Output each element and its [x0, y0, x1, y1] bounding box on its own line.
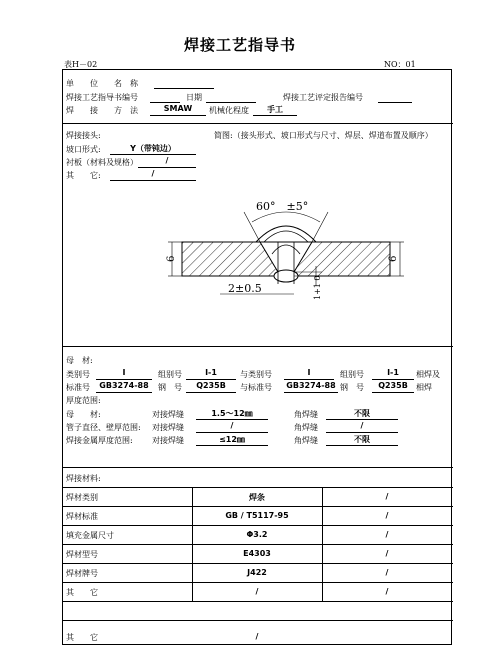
with-standard-value: GB3274-88	[284, 381, 338, 393]
filler-row-value-2: /	[385, 568, 389, 577]
butt-weld-value: 1.5～12㎜	[196, 408, 268, 420]
with-group-label: 组别号	[340, 370, 364, 379]
gap-label: 2±0.5	[228, 282, 262, 295]
divider	[62, 582, 453, 583]
right-plate	[294, 242, 390, 276]
divider	[62, 506, 453, 507]
date-label: 日期	[186, 93, 202, 102]
divider	[62, 467, 453, 468]
filler-row-label: 焊材标准	[66, 512, 98, 521]
fillet-weld-value: 不限	[326, 434, 398, 446]
pqr-number-label: 焊接工艺评定报告编号	[283, 93, 363, 102]
with-group-value: Ⅰ-1	[372, 368, 414, 380]
filler-row-value-2: /	[385, 530, 389, 539]
divider	[62, 525, 453, 526]
category-label: 类别号	[66, 370, 90, 379]
filler-row-value-2: /	[385, 549, 389, 558]
groove-form-value: Y（带钝边）	[110, 143, 196, 155]
filler-row-value: /	[255, 587, 259, 596]
unit-label: 单 位 名 称	[66, 79, 138, 88]
group-label: 组别号	[158, 370, 182, 379]
filler-row-label: 焊材牌号	[66, 569, 98, 578]
divider	[62, 487, 453, 488]
filler-row-value: J422	[247, 568, 267, 577]
pipe-range-label: 管子直径、壁厚范围:	[66, 423, 141, 432]
filler-row-value: E4303	[243, 549, 271, 558]
backing-value: /	[138, 156, 196, 168]
weld-cap	[256, 226, 316, 242]
left-plate	[182, 242, 278, 276]
divider	[62, 563, 453, 564]
filler-row-value: 焊条	[249, 493, 265, 502]
fillet-weld-label: 角焊缝	[294, 410, 318, 419]
steel-grade-value: Q235B	[186, 381, 236, 393]
weld-metal-range-label: 焊接金属厚度范围:	[66, 436, 133, 445]
mechanization-label: 机械化程度	[209, 106, 249, 115]
other-row-label: 其 它	[66, 633, 98, 642]
form-number: 表H－02	[64, 60, 98, 69]
wps-number-field	[150, 92, 180, 103]
with-category-label: 与类别号	[240, 370, 272, 379]
group-value: Ⅰ-1	[186, 368, 236, 380]
butt-weld-label: 对接焊缝	[152, 423, 184, 432]
with-category-value: Ⅰ	[284, 368, 334, 380]
filler-row-label: 焊材类别	[66, 493, 98, 502]
thickness-range-label: 厚度范围:	[66, 396, 101, 405]
angle-label: 60° ±5°	[256, 200, 309, 213]
thickness-right-label: 6	[388, 255, 399, 262]
standard-label: 标准号	[66, 383, 90, 392]
filler-section-label: 焊接材料:	[66, 474, 101, 483]
with-steel-grade-label: 钢 号	[340, 383, 364, 392]
divider	[62, 601, 453, 602]
divider	[62, 346, 453, 347]
filler-row-label: 焊材型号	[66, 550, 98, 559]
joint-label: 焊接接头:	[66, 131, 101, 140]
document-title: 焊接工艺指导书	[183, 36, 296, 54]
divider	[62, 544, 453, 545]
row1-tail: 相焊及	[416, 370, 440, 379]
groove-form-label: 坡口形式:	[66, 145, 101, 154]
parent-metal-label: 母 材:	[66, 410, 101, 419]
row2-tail: 相焊	[416, 383, 432, 392]
filler-row-label: 其 它	[66, 588, 98, 597]
steel-grade-label: 钢 号	[158, 383, 182, 392]
butt-weld-value: ≤12㎜	[196, 434, 268, 446]
wps-number-label: 焊接工艺指导书编号	[66, 93, 138, 102]
root-face-label: 1+1 0	[313, 275, 322, 300]
joint-other-value: /	[110, 169, 196, 181]
date-field	[206, 92, 256, 103]
thickness-left-label: 6	[166, 255, 177, 262]
mechanization-value: 手工	[253, 104, 297, 116]
standard-value: GB3274-88	[96, 381, 152, 393]
filler-row-value: GB / T5117-95	[225, 511, 289, 520]
fillet-weld-value: /	[326, 421, 398, 433]
document-number: NO：01	[384, 60, 416, 69]
butt-weld-label: 对接焊缝	[152, 436, 184, 445]
filler-row-value-2: /	[385, 587, 389, 596]
unit-field	[154, 78, 214, 89]
filler-row-value: Φ3.2	[246, 530, 268, 539]
column-divider	[322, 487, 323, 601]
joint-other-label: 其 它:	[66, 171, 101, 180]
backing-label: 衬板（材料及规格）	[66, 158, 138, 167]
fillet-weld-label: 角焊缝	[294, 423, 318, 432]
column-divider	[192, 487, 193, 601]
category-value: Ⅰ	[96, 368, 152, 380]
form-frame	[62, 69, 452, 645]
fillet-weld-label: 角焊缝	[294, 436, 318, 445]
butt-weld-value: /	[196, 421, 268, 433]
with-steel-grade-value: Q235B	[372, 381, 414, 393]
filler-row-value-2: /	[385, 492, 389, 501]
fillet-weld-value: 不限	[326, 408, 398, 420]
filler-row-value-2: /	[385, 511, 389, 520]
joint-diagram	[160, 196, 420, 306]
welding-method-label: 焊 接 方 法	[66, 106, 138, 115]
pqr-number-field	[378, 92, 412, 103]
welding-method-value: SMAW	[150, 104, 206, 116]
divider	[62, 123, 453, 124]
filler-row-label: 填充金属尺寸	[66, 531, 114, 540]
with-standard-label: 与标准号	[240, 383, 272, 392]
sketch-label: 简图:（接头形式、坡口形式与尺寸、焊层、焊道布置及顺序）	[214, 131, 433, 140]
base-metal-label: 母 材:	[66, 356, 93, 365]
divider	[62, 620, 453, 621]
other-row-value: /	[255, 632, 259, 641]
butt-weld-label: 对接焊缝	[152, 410, 184, 419]
